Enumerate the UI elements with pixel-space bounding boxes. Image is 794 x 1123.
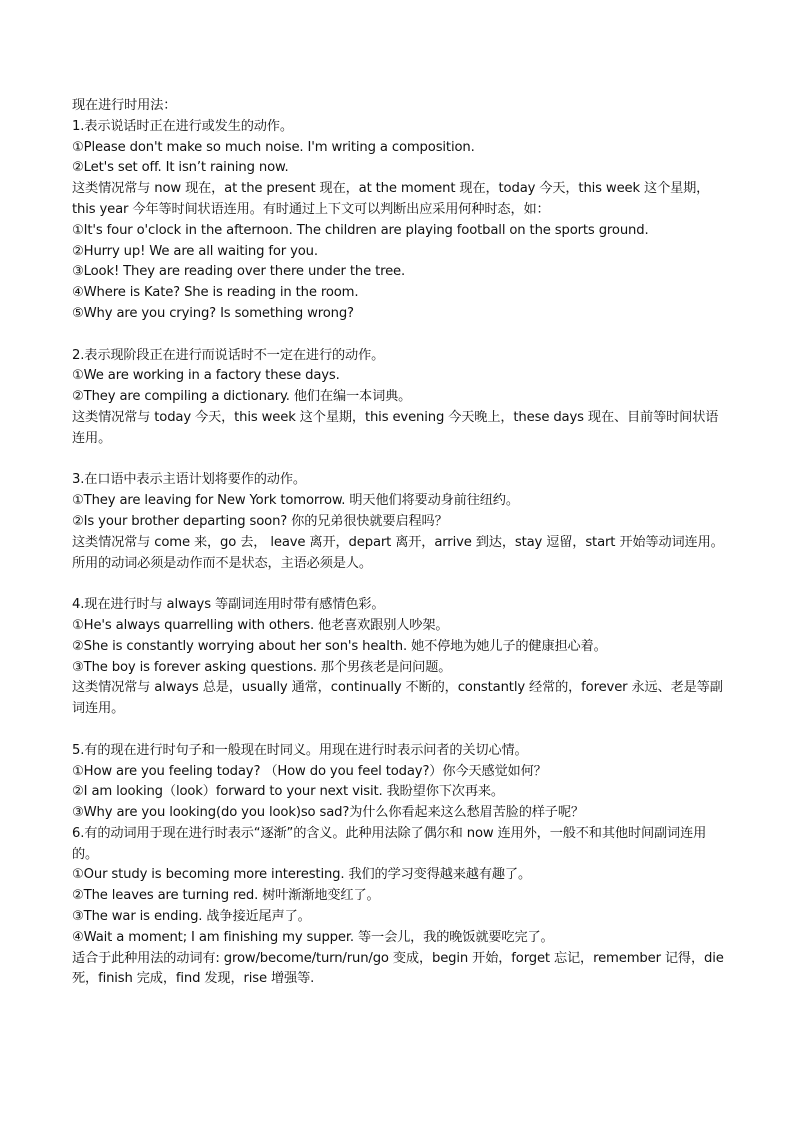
explanation-line: 这类情况常与 now 现在，at the present 现在，at the moment 现在，today 今天，this week 这个星期，this year 今年等时间状语连用。有时通过上下文可以判断出应采用何种时态，如：: [72, 181, 710, 217]
example-line: ①They are leaving for New York tomorrow. 明天他们将要动身前往纽约。: [72, 493, 519, 509]
page-heading: 现在进行时用法：: [72, 98, 177, 113]
example-line: ①He's always quarrelling with others. 他老喜欢跟别人吵架。: [72, 617, 449, 633]
section-2: [72, 346, 724, 450]
example-line: ①It's four o'clock in the afternoon. The children are playing football on the sports ground.: [72, 222, 649, 238]
example-line: ④Where is Kate? She is reading in the room.: [72, 285, 359, 301]
example-line: ④Wait a moment; I am finishing my supper. 等一会儿，我的晚饭就要吃完了。: [72, 929, 554, 945]
section-title: 5.有的现在进行时句子和一般现在时同义。用现在进行时表示问者的关切心情。: [72, 742, 528, 758]
example-line: ②They are compiling a dictionary. 他们在编一本词典。: [72, 389, 412, 405]
section-title: 3.在口语中表示主语计划将要作的动作。: [72, 472, 306, 488]
explanation-line: 这类情况常与 always 总是，usually 通常，continually 不断的，constantly 经常的，forever 永远、老是等副词连用。: [72, 680, 723, 717]
example-line: ②Is your brother departing soon? 你的兄弟很快就要启程吗？: [72, 513, 448, 529]
section-title: 4.现在进行时与 always 等副词连用时带有感情色彩。: [72, 597, 385, 613]
section-5: [72, 741, 724, 824]
example-line: ①We are working in a factory these days.: [72, 368, 340, 384]
example-line: ③Why are you looking(do you look)so sad?为什么你看起来这么愁眉苦脸的样子呢？: [72, 805, 584, 821]
example-line: ②Hurry up! We are all waiting for you.: [72, 243, 318, 259]
example-line: ⑤Why are you crying? Is something wrong?: [72, 305, 354, 321]
explanation-line: 这类情况常与 come 来，go 去， leave 离开，depart 离开，arrive 到达，stay 逗留，start 开始等动词连用。所用的动词必须是动作而不是状态，主语必须是人。: [72, 534, 724, 571]
section-1: [72, 117, 724, 325]
explanation-line: 适合于此种用法的动词有: grow/become/turn/run/go 变成，begin 开始，forget 忘记，remember 记得，die 死，finish 完成，find 发现，rise 增强等.: [72, 950, 728, 987]
explanation-line: 这类情况常与 today 今天，this week 这个星期，this evening 今天晚上，these days 现在、目前等时间状语连用。: [72, 409, 719, 446]
section-3: [72, 470, 724, 574]
section-title: 1.表示说话时正在进行或发生的动作。: [72, 118, 293, 134]
example-line: ②The leaves are turning red. 树叶渐渐地变红了。: [72, 888, 380, 904]
example-line: ②She is constantly worrying about her son's health. 她不停地为她儿子的健康担心着。: [72, 638, 607, 654]
example-line: ②Let's set off. It isn’t raining now.: [72, 160, 289, 176]
example-line: ①How are you feeling today? （How do you feel today?）你今天感觉如何？: [72, 763, 547, 779]
example-line: ③The war is ending. 战争接近尾声了。: [72, 909, 311, 925]
section-title: 2.表示现阶段正在进行而说话时不一定在进行的动作。: [72, 347, 385, 363]
example-line: ②I am looking（look）forward to your next visit. 我盼望你下次再来。: [72, 784, 504, 800]
example-line: ③The boy is forever asking questions. 那个男孩老是问问题。: [72, 659, 452, 675]
example-line: ①Please don't make so much noise. I'm writing a composition.: [72, 139, 475, 155]
section-6: [72, 824, 728, 990]
section-title: 6.有的动词用于现在进行时表示“逐渐”的含义。此种用法除了偶尔和 now 连用外，一般不和其他时间副词连用的。: [72, 825, 707, 862]
example-line: ③Look! They are reading over there under the tree.: [72, 264, 406, 280]
example-line: ①Our study is becoming more interesting. 我们的学习变得越来越有趣了。: [72, 867, 531, 883]
section-4: [72, 595, 724, 720]
document-page: [72, 96, 728, 990]
